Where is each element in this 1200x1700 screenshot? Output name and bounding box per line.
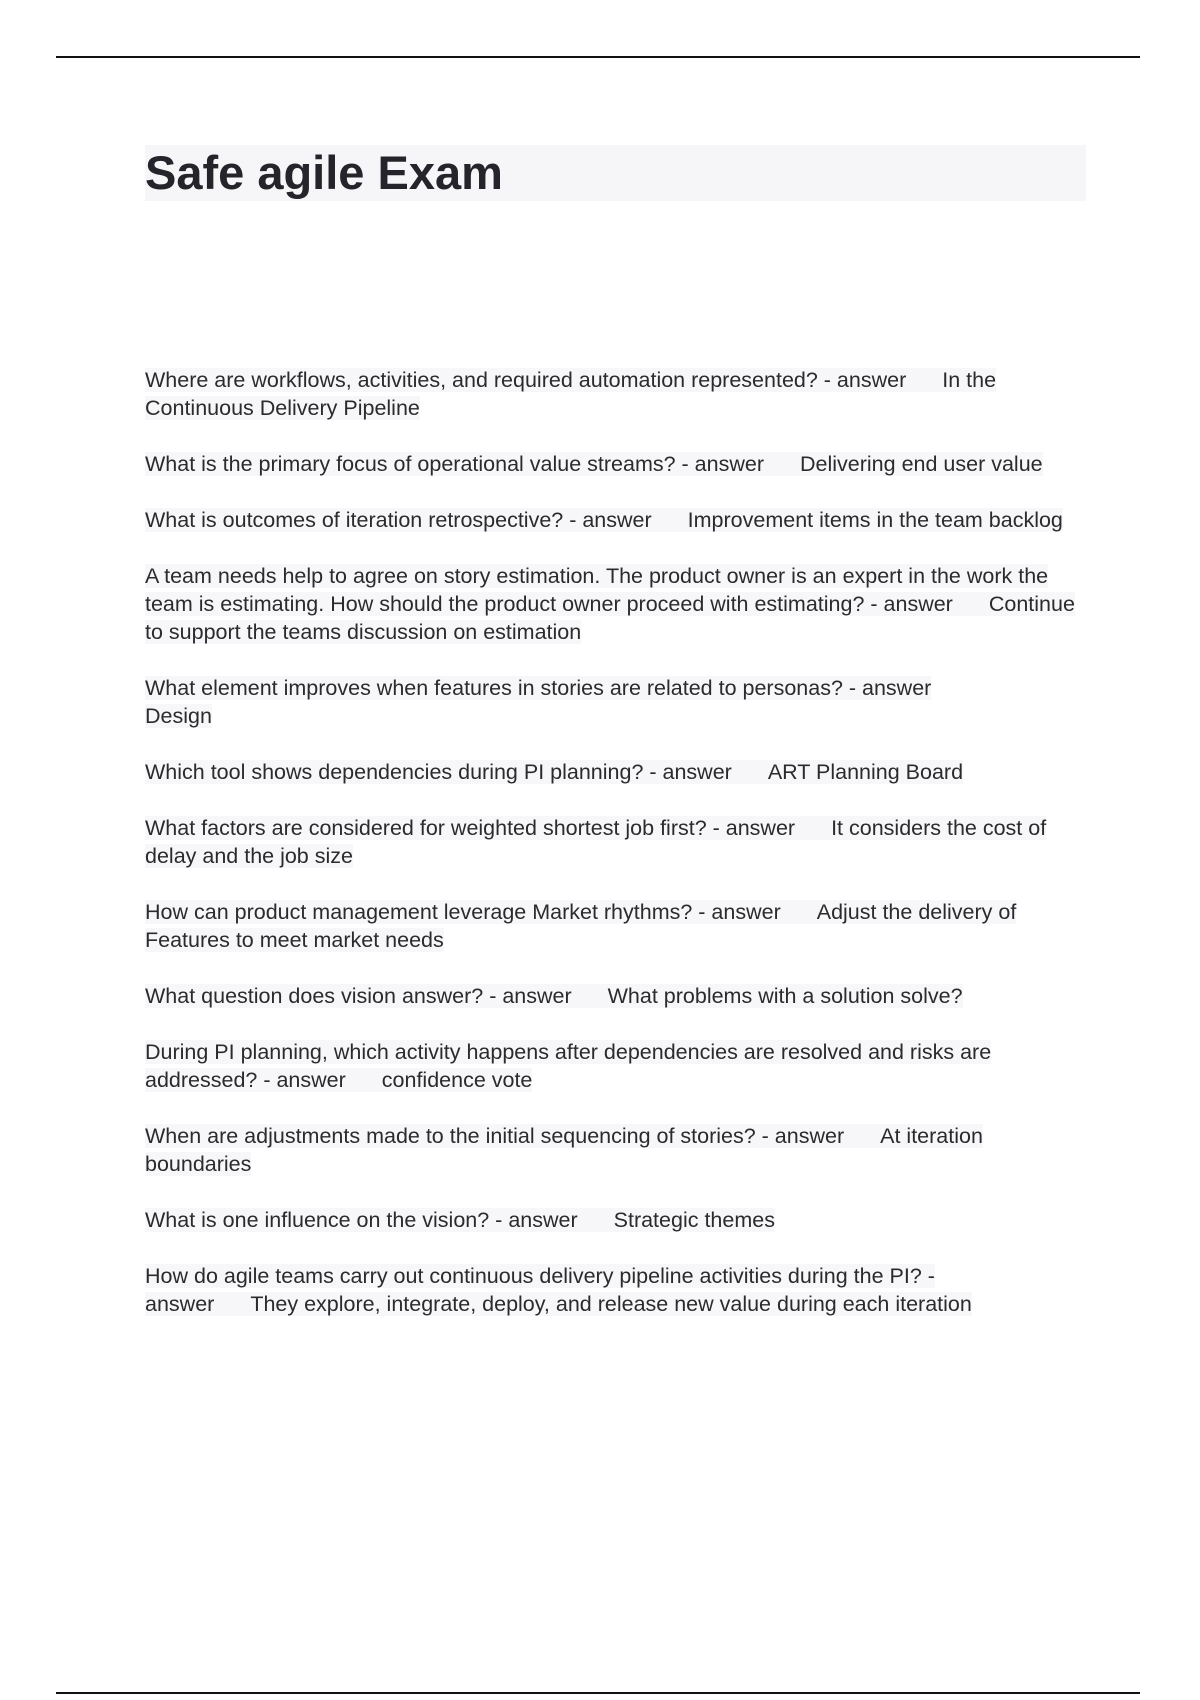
document-title: Safe agile Exam xyxy=(145,146,503,199)
question: A team needs help to agree on story estimation. The product owner is an expert in the work the team is estimating. How should the product owner proceed with estimating? - answer xyxy=(145,564,1049,616)
qa-item xyxy=(145,562,1090,646)
qa-item xyxy=(145,758,1090,786)
answer: Improvement items in the team backlog xyxy=(687,508,1063,532)
header-rule xyxy=(56,56,1140,58)
qa-item xyxy=(145,1262,1090,1318)
qa-item xyxy=(145,506,1090,534)
question: What question does vision answer? - answer xyxy=(145,984,572,1008)
answer: They explore, integrate, deploy, and release new value during each iteration xyxy=(250,1292,972,1316)
answer: Continue to support the teams discussion on estimation xyxy=(145,592,1075,644)
question: When are adjustments made to the initial sequencing of stories? - answer xyxy=(145,1124,845,1148)
answer: What problems with a solution solve? xyxy=(607,984,963,1008)
qa-item xyxy=(145,1122,1090,1178)
question: What is outcomes of iteration retrospective? - answer xyxy=(145,508,652,532)
qa-item xyxy=(145,814,1090,870)
qa-list xyxy=(145,366,1090,1346)
answer: Design xyxy=(145,704,212,728)
question: Where are workflows, activities, and required automation represented? - answer xyxy=(145,368,907,392)
title-block xyxy=(145,145,1086,201)
question: How do agile teams carry out continuous delivery pipeline activities during the PI? - answer xyxy=(145,1264,935,1316)
qa-item xyxy=(145,898,1090,954)
answer: Delivering end user value xyxy=(800,452,1043,476)
question: Which tool shows dependencies during PI planning? - answer xyxy=(145,760,732,784)
answer: ART Planning Board xyxy=(767,760,964,784)
answer: At iteration boundaries xyxy=(145,1124,983,1176)
question: What factors are considered for weighted shortest job first? - answer xyxy=(145,816,796,840)
qa-item xyxy=(145,674,1090,730)
qa-item xyxy=(145,982,1090,1010)
qa-item xyxy=(145,1206,1090,1234)
footer-rule xyxy=(56,1692,1140,1694)
answer: confidence vote xyxy=(381,1068,533,1092)
answer: Strategic themes xyxy=(613,1208,775,1232)
question: What is one influence on the vision? - answer xyxy=(145,1208,578,1232)
qa-item xyxy=(145,1038,1090,1094)
qa-item xyxy=(145,450,1090,478)
question: During PI planning, which activity happens after dependencies are resolved and risks are addressed? - answer xyxy=(145,1040,992,1092)
answer: Adjust the delivery of Features to meet market needs xyxy=(145,900,1017,952)
question: What is the primary focus of operational value streams? - answer xyxy=(145,452,764,476)
answer: It considers the cost of delay and the job size xyxy=(145,816,1047,868)
question: How can product management leverage Market rhythms? - answer xyxy=(145,900,781,924)
question: What element improves when features in stories are related to personas? - answer xyxy=(145,676,932,700)
answer: In the Continuous Delivery Pipeline xyxy=(145,368,997,420)
qa-item xyxy=(145,366,1090,422)
